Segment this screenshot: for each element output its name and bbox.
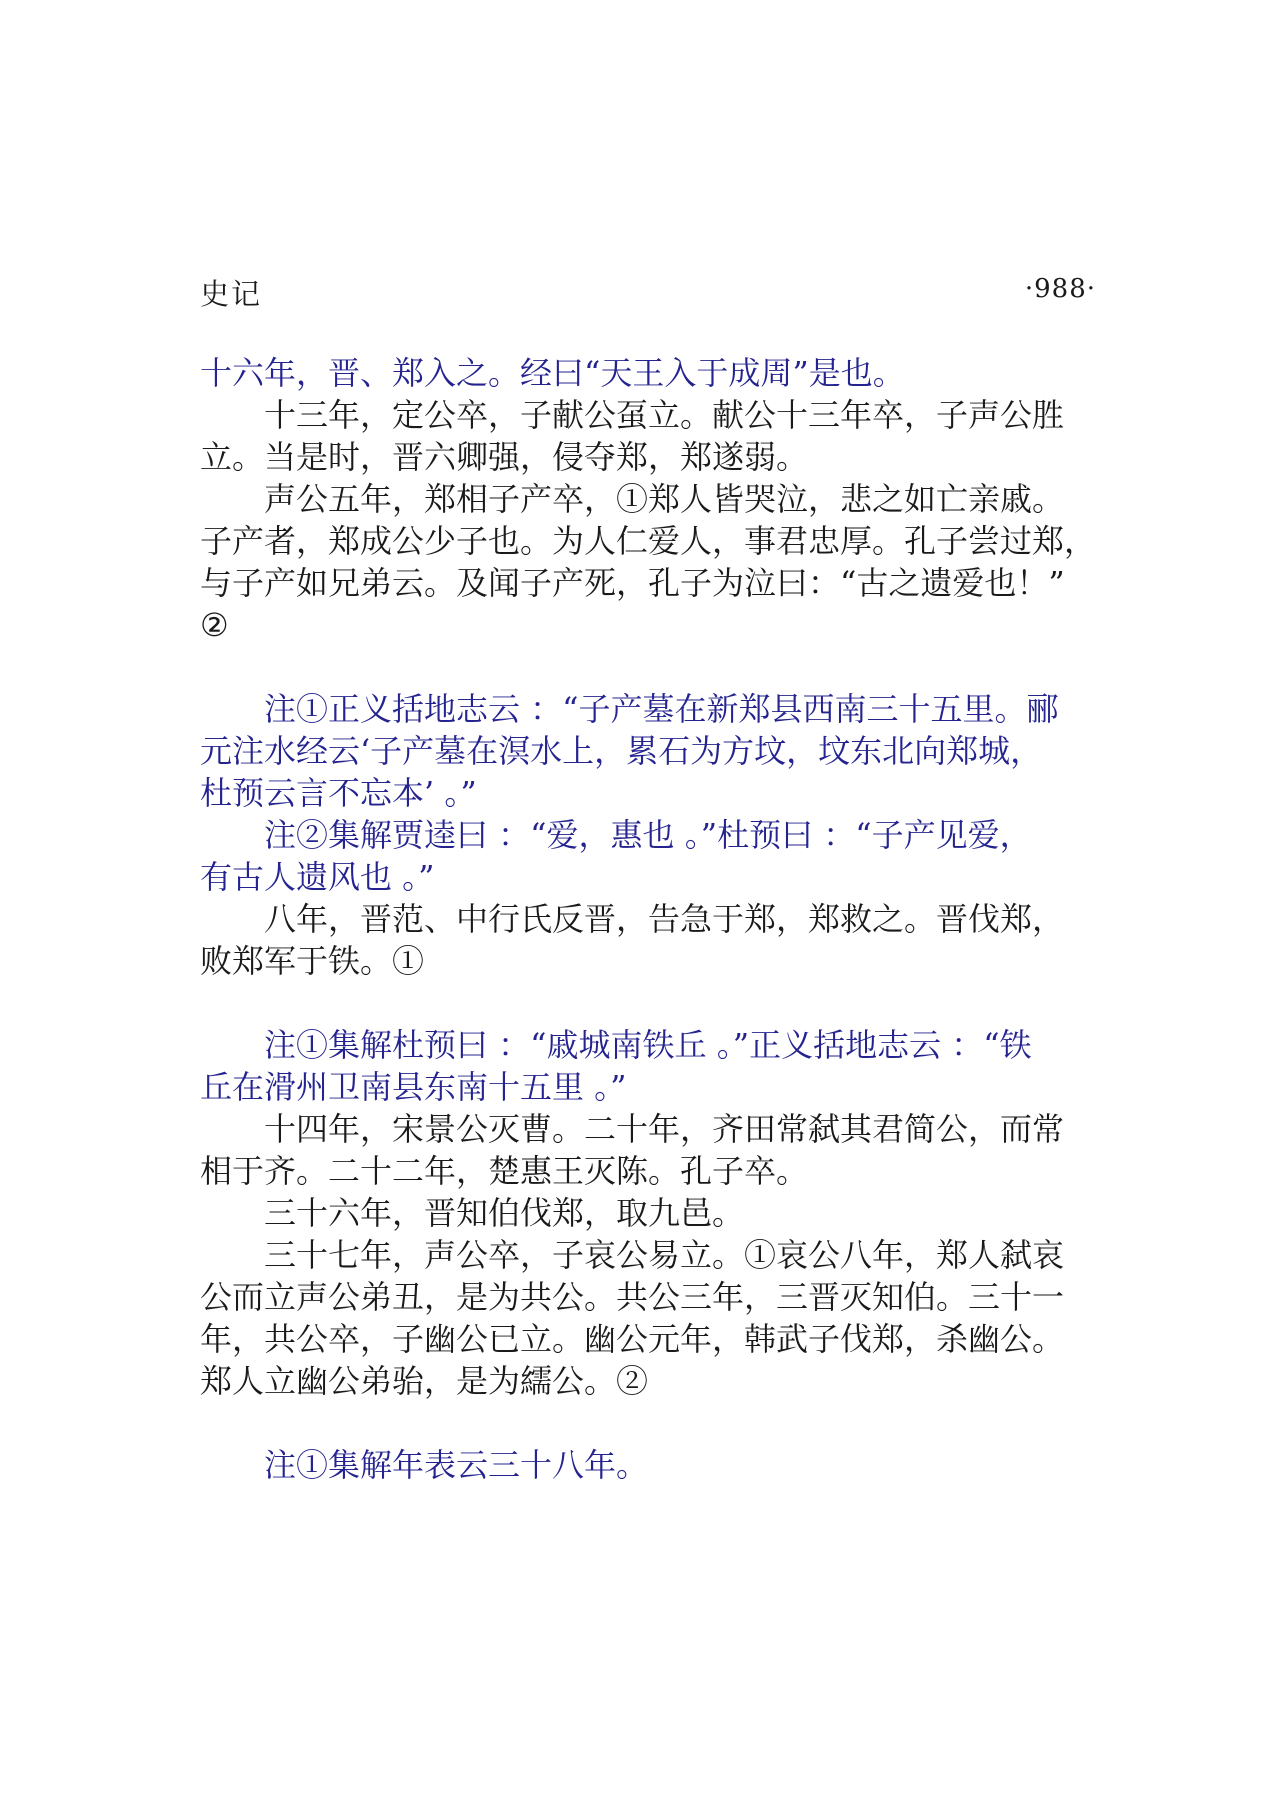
text-line: 十四年，宋景公灭曹。二十年，齐田常弑其君简公，而常 <box>264 1110 1065 1148</box>
page-number: ·988· <box>1024 274 1096 304</box>
annotation-line: 杜预云言不忘本’ 。” <box>200 774 477 812</box>
text-line: 声公五年，郑相子产卒，①郑人皆哭泣，悲之如亡亲戚。 <box>264 480 1065 518</box>
annotation-line: 注①集解年表云三十八年。 <box>264 1446 649 1484</box>
text-line: 八年，晋范、中行氏反晋，告急于郑，郑救之。晋伐郑， <box>264 900 1065 938</box>
text-line: 与子产如兄弟云。及闻子产死，孔子为泣曰：“古之遗爱也！” <box>200 564 1065 602</box>
text-line: 公而立声公弟丑，是为共公。共公三年，三晋灭知伯。三十一 <box>200 1278 1065 1316</box>
annotation-line: 丘在滑州卫南县东南十五里 。” <box>200 1068 627 1106</box>
annotation-line: 注①集解杜预曰 ：“戚城南铁丘 。”正义括地志云 ：“铁 <box>264 1026 1032 1064</box>
blank-line <box>200 1402 1105 1444</box>
annotation-line: 元注水经云‘子产墓在溟水上，累石为方坟，坟东北向郑城， <box>200 732 1043 770</box>
text-line: 立。当是时，晋六卿强，侵夺郑，郑遂弱。 <box>200 438 809 476</box>
text-line: 年，共公卒，子幽公已立。幽公元年，韩武子伐郑，杀幽公。 <box>200 1320 1065 1358</box>
annotation-line: 十六年，晋、郑入之。经曰“天王入于成周”是也。 <box>200 354 905 392</box>
annotation-line: 注②集解贾逵曰 ：“爱，惠也 。”杜预曰 ：“子产见爱， <box>264 816 1032 854</box>
annotation-line: 有古人遗风也 。” <box>200 858 435 896</box>
text-line: 相于齐。二十二年，楚惠王灭陈。孔子卒。 <box>200 1152 809 1190</box>
text-line: 子产者，郑成公少子也。为人仁爱人，事君忠厚。孔子尝过郑， <box>200 522 1097 560</box>
text-line: 三十七年，声公卒，子哀公易立。①哀公八年，郑人弑哀 <box>264 1236 1065 1274</box>
book-title: 史记 <box>200 277 263 311</box>
page-body <box>200 352 1105 1486</box>
blank-line <box>200 646 1105 688</box>
text-line: 三十六年，晋知伯伐郑，取九邑。 <box>264 1194 745 1232</box>
text-line: 郑人立幽公弟骀，是为繻公。② <box>200 1362 649 1400</box>
page-header <box>200 272 1096 312</box>
blank-line <box>200 982 1105 1024</box>
text-line: 败郑军于铁。① <box>200 942 425 980</box>
text-line: 十三年，定公卒，子献公虿立。献公十三年卒，子声公胜 <box>264 396 1065 434</box>
annotation-line: 注①正义括地志云 ：“子产墓在新郑县西南三十五里。郦 <box>264 690 1059 728</box>
text-line: ② <box>200 606 229 644</box>
